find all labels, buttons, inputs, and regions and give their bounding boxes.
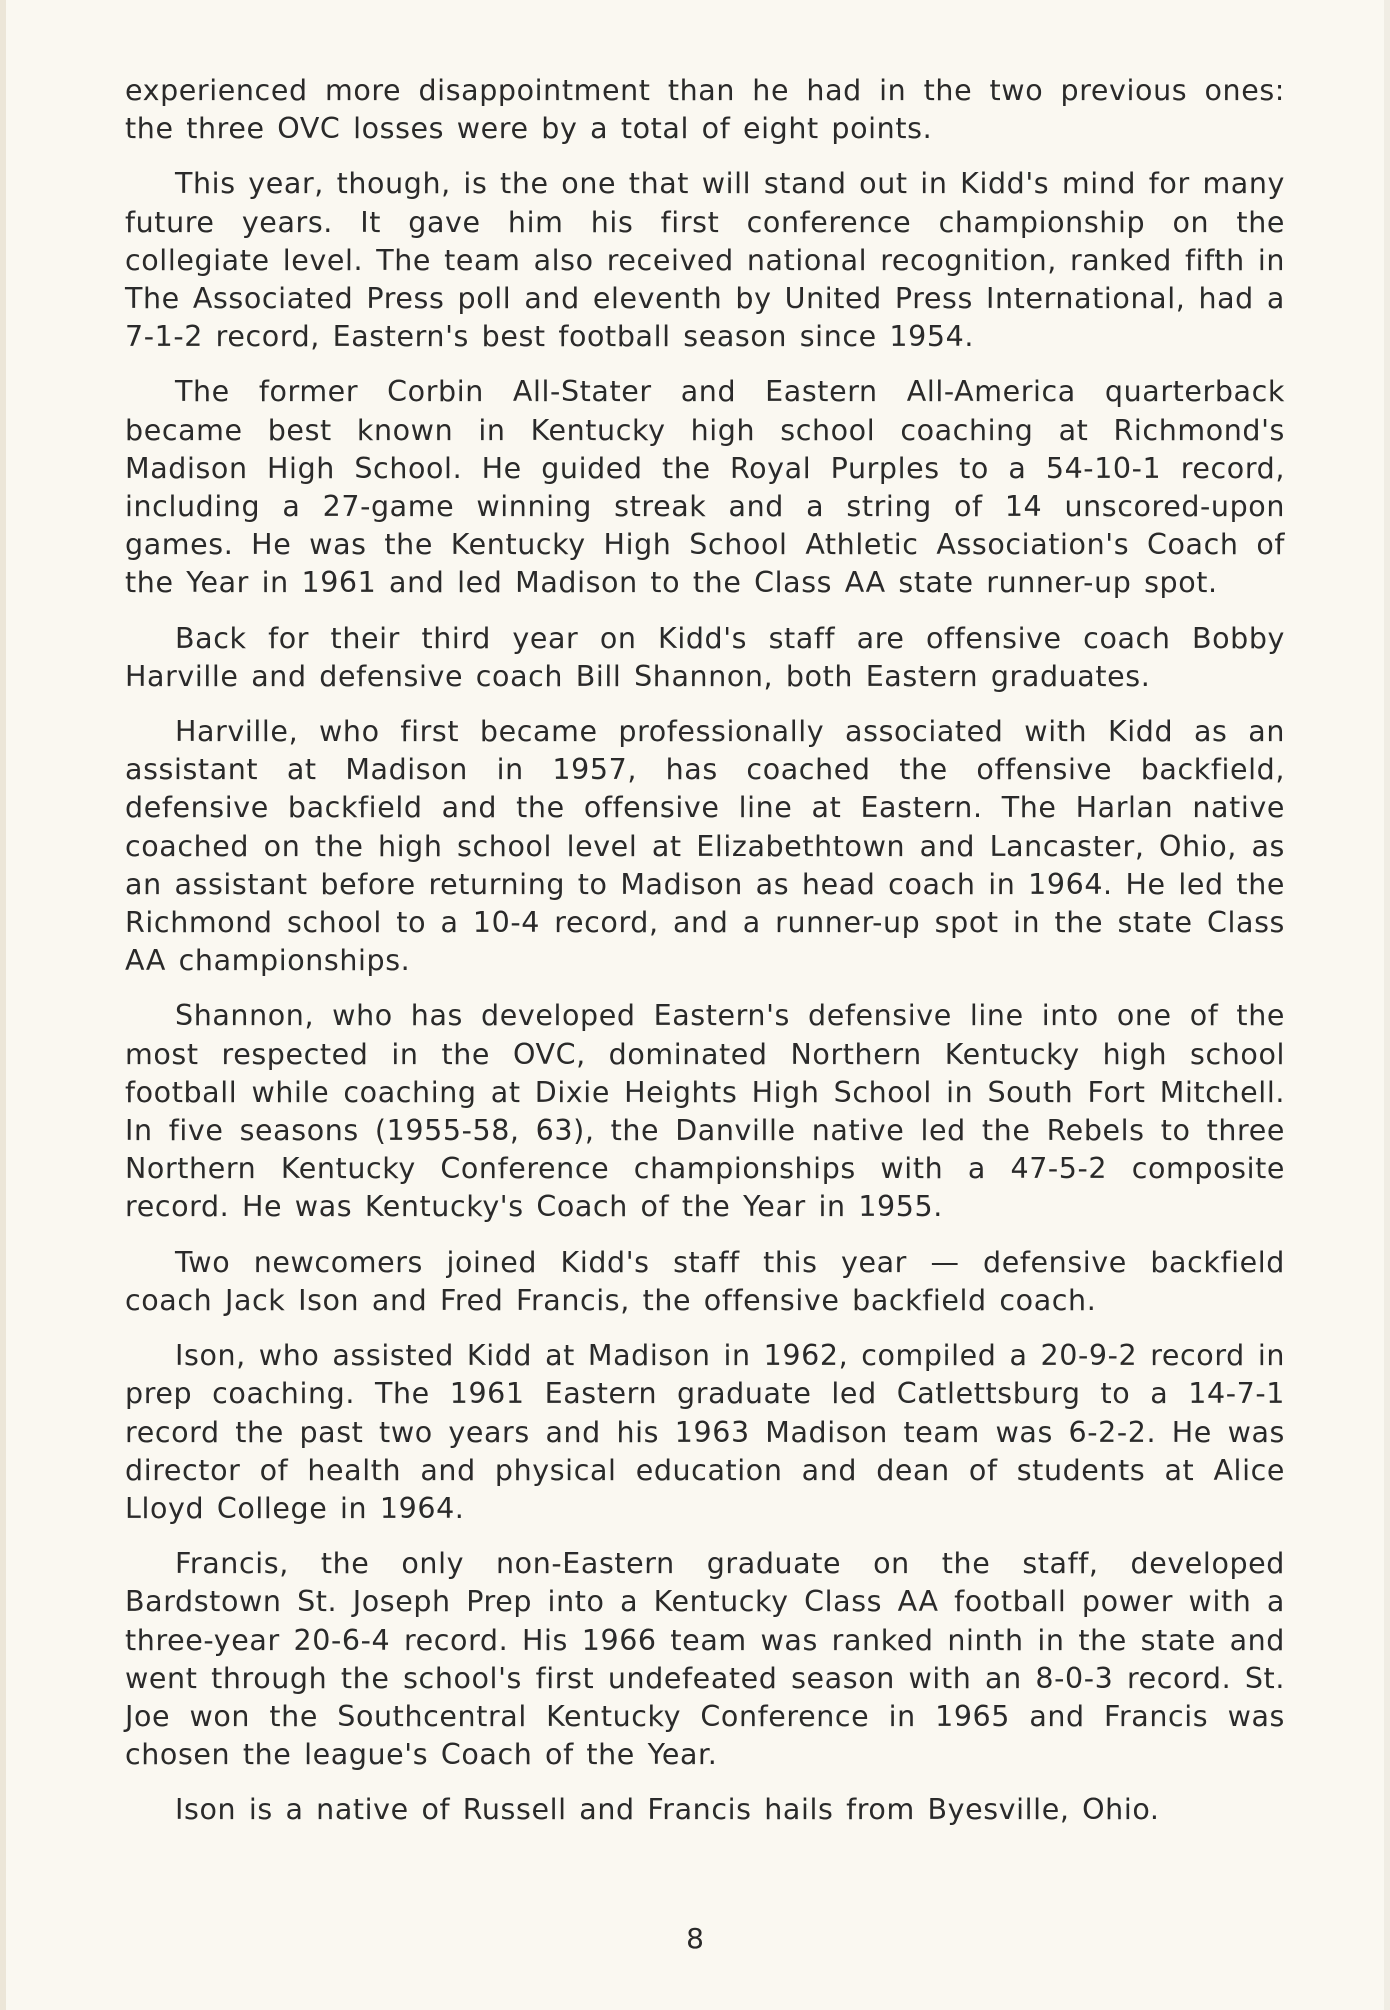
body-text — [125, 72, 1285, 1847]
page-number: 8 — [686, 1922, 704, 1955]
paragraph-hometowns: Ison is a native of Russell and Francis hails from Byesville, Ohio. — [175, 1793, 1160, 1827]
paragraph-shannon: Shannon, who has developed Eastern's defensive line into one of the most respected in the OVC, dominated Northern Kentucky high school football while coaching at Dixie Heights High School in South Fort Mitchell. In five seasons (1955-58, 63), the Danville native led the Rebels to three Northern Kentucky Conference championships with a 47-5-2 composite record. He was Kentucky's Coach of the Year in 1955. — [125, 999, 1285, 1224]
paragraph-staff-returning: Back for their third year on Kidd's staff are offensive coach Bobby Harville and defensive coach Bill Shannon, both Eastern graduates. — [125, 621, 1285, 693]
paragraph-championship: This year, though, is the one that will stand out in Kidd's mind for many future years. It gave him his first conference championship on the collegiate level. The team also received national recognition, ranked fifth in The Associated Press poll and eleventh by United Press International, had a 7-1-2 record, Eastern's best football season since 1954. — [125, 167, 1285, 354]
paragraph-kidd-background: The former Corbin All-Stater and Eastern All-America quarterback became best known in Kentucky high school coaching at Richmond's Madison High School. He guided the Royal Purples to a 54-10-1 record, including a 27-game winning streak and a string of 14 unscored-upon games. He was the Kentucky High School Athletic Association's Coach of the Year in 1961 and led Madison to the Class AA state runner-up spot. — [125, 375, 1285, 600]
paragraph-newcomers: Two newcomers joined Kidd's staff this year — defensive backfield coach Jack Ison and Fred Francis, the offensive backfield coach. — [125, 1245, 1285, 1317]
paragraph-francis: Francis, the only non-Eastern graduate on the staff, developed Bardstown St. Joseph Prep into a Kentucky Class AA football power with a three-year 20-6-4 record. His 1966 team was ranked ninth in the state and went through the school's first undefeated season with an 8-0-3 record. St. Joe won the Southcentral Kentucky Conference in 1965 and Francis was chosen the league's Coach of the Year. — [125, 1547, 1285, 1772]
page-edge-right — [1384, 0, 1390, 2010]
paragraph-harville: Harville, who first became professionally associated with Kidd as an assistant at Madison in 1957, has coached the offensive backfield, defensive backfield and the offensive line at Eastern. The Harlan native coached on the high school level at Elizabethtown and Lancaster, Ohio, as an assistant before returning to Madison as head coach in 1964. He led the Richmond school to a 10-4 record, and a runner-up spot in the state Class AA championships. — [125, 715, 1285, 978]
page-edge-left — [0, 0, 6, 2010]
paragraph-continuation: experienced more disappointment than he had in the two previous ones: the three OVC losses were by a total of eight points. — [125, 74, 1285, 146]
paragraph-ison: Ison, who assisted Kidd at Madison in 1962, compiled a 20-9-2 record in prep coaching. The 1961 Eastern graduate led Catlettsburg to a 14-7-1 record the past two years and his 1963 Madison team was 6-2-2. He was director of health and physical education and dean of students at Alice Lloyd College in 1964. — [125, 1339, 1285, 1525]
